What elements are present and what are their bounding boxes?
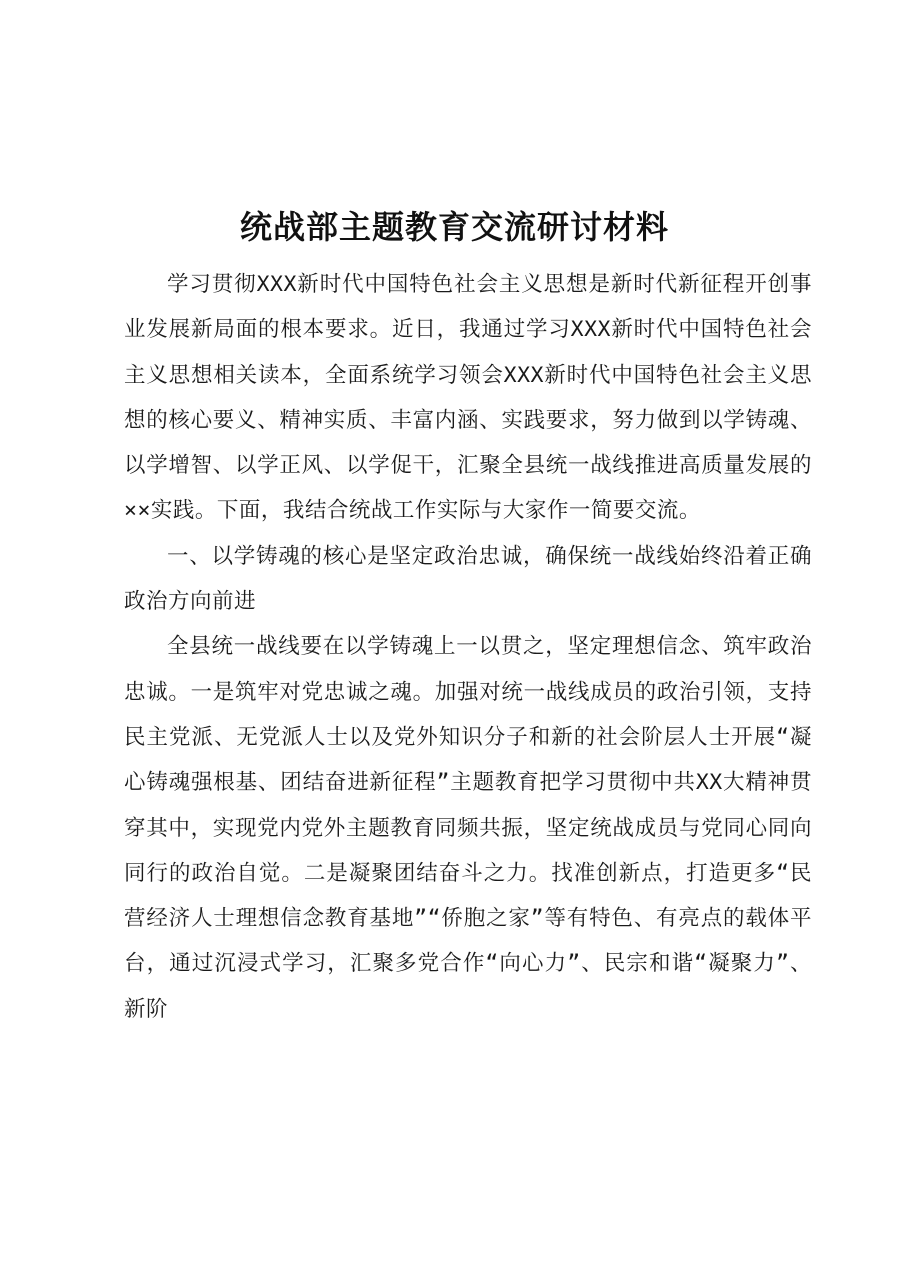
document-body bbox=[124, 262, 812, 1032]
intro-paragraph: 学习贯彻XXX新时代中国特色社会主义思想是新时代新征程开创事业发展新局面的根本要求。近日，我通过学习XXX新时代中国特色社会主义思想相关读本，全面系统学习领会XXX新时代中国特色社会主义思想的核心要义、精神实质、丰富内涵、实践要求，努力做到以学铸魂、以学增智、以学正风、以学促干，汇聚全县统一战线推进高质量发展的××实践。下面，我结合统战工作实际与大家作一简要交流。 bbox=[124, 272, 812, 524]
section-heading-1: 一、以学铸魂的核心是坚定政治忠诚，确保统一战线始终沿着正确政治方向前进 bbox=[124, 543, 812, 615]
document-title: 统战部主题教育交流研讨材料 bbox=[239, 208, 669, 247]
section-1-paragraph: 全县统一战线要在以学铸魂上一以贯之，坚定理想信念、筑牢政治忠诚。一是筑牢对党忠诚之魂。加强对统一战线成员的政治引领，支持民主党派、无党派人士以及党外知识分子和新的社会阶层人士开展“凝心铸魂强根基、团结奋进新征程”主题教育把学习贯彻中共XX大精神贯穿其中，实现党内党外主题教育同频共振，坚定统战成员与党同心同向同行的政治自觉。二是凝聚团结奋斗之力。找准创新点，打造更多“民营经济人士理想信念教育基地”“侨胞之家”等有特色、有亮点的载体平台，通过沉浸式学习，汇聚多党合作“向心力”、民宗和谐“凝聚力”、新阶 bbox=[124, 634, 812, 1022]
